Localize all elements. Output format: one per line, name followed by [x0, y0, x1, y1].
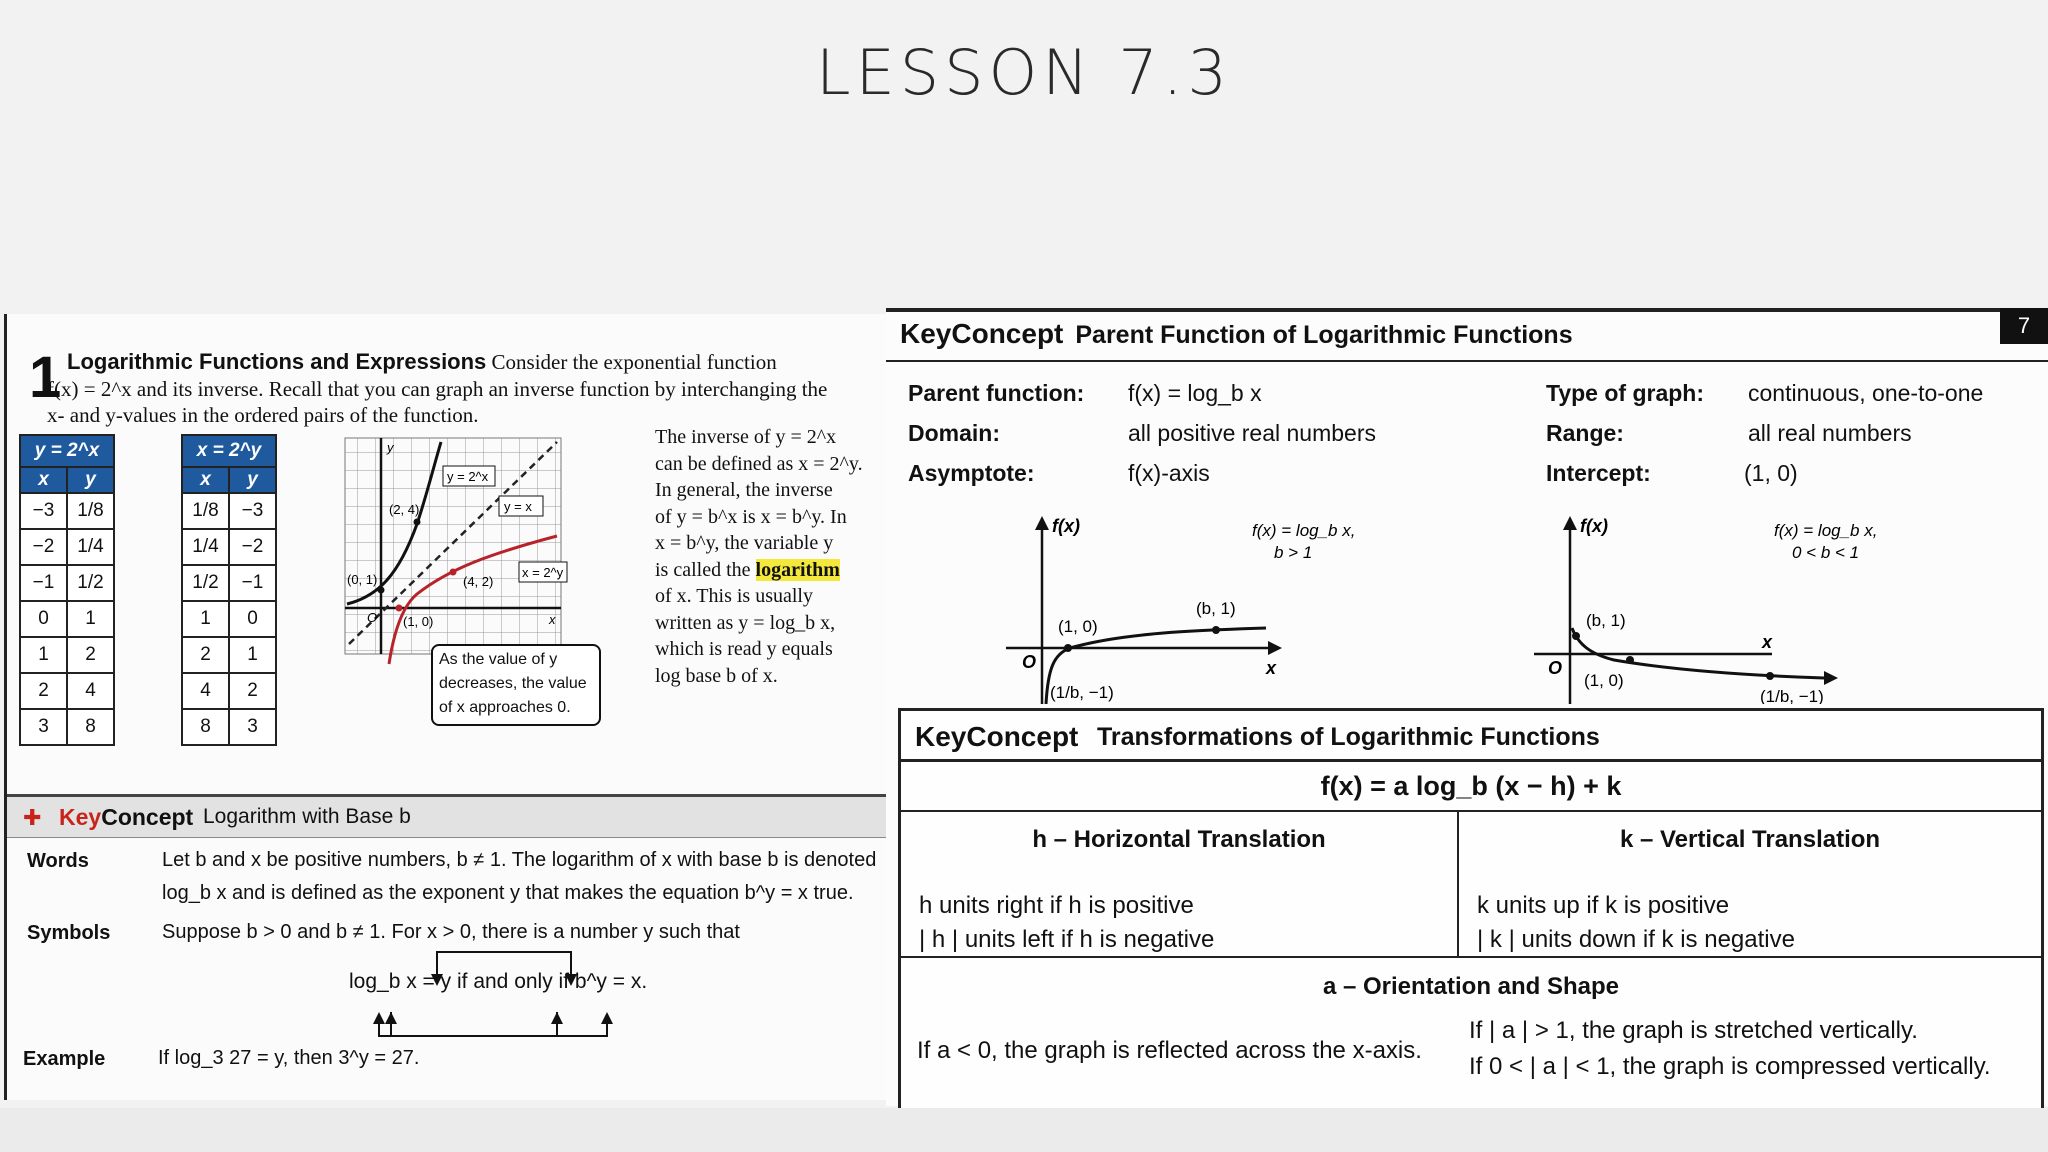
example-text: If log_3 27 = y, then 3^y = 27. [158, 1047, 420, 1069]
table-cell: −3 [20, 493, 67, 529]
table-cell: −1 [229, 565, 276, 601]
table-title: y = 2^x [20, 435, 114, 467]
graph-a-eq-1: f(x) = log_b x, [1252, 521, 1356, 540]
key-concept-bar [7, 794, 891, 838]
point-0-1: (0, 1) [347, 572, 378, 587]
graph-a-y-label: f(x) [1052, 516, 1080, 536]
section-body: f(x) = 2^x and its inverse. Recall that you can graph an inverse function by interchanging the x- and y-values in the ordered pairs of the function. [47, 377, 828, 427]
graph-callout [431, 644, 601, 726]
transformations-box [898, 708, 2044, 1112]
table-cell: 3 [20, 709, 67, 745]
table-row [20, 673, 114, 709]
asymptote-value: f(x)-axis [1128, 460, 1210, 486]
graph-b-x-label: x [1762, 632, 1773, 652]
table-cell: 2 [229, 673, 276, 709]
table-cell: 2 [67, 637, 114, 673]
callout-line-1: As the value of y [439, 651, 558, 668]
parent-function-subtitle: Parent Function of Logarithmic Functions [1075, 321, 1573, 349]
words-row [27, 850, 887, 920]
table-cell: −1 [20, 565, 67, 601]
graph-x-label: x [549, 612, 556, 627]
heading-rule [886, 360, 2048, 362]
asymptote-label: Asymptote: [908, 460, 1035, 486]
table-x-equals-2-to-y [181, 434, 277, 746]
key-concept-label: KeyConcept [59, 804, 194, 830]
inverse-line: can be defined as x = 2^y. [655, 452, 863, 475]
callout-line-3: of x approaches 0. [439, 699, 571, 716]
graph-b-origin: O [1548, 658, 1563, 678]
graph-b-p2: (1, 0) [1584, 671, 1624, 690]
inverse-line: is called the [655, 558, 751, 581]
graph-b-p1: (b, 1) [1586, 611, 1626, 630]
table-cell: 1/8 [67, 493, 114, 529]
inverse-line: The inverse of y = 2^x [655, 426, 837, 448]
inverse-paragraph [655, 424, 887, 689]
graph-a-x-label: x [1266, 658, 1277, 678]
h-line-2: | h | units left if h is negative [919, 926, 1215, 953]
label-log: x = 2^y [522, 565, 564, 580]
table-header: y [67, 467, 114, 493]
table-cell: 1 [229, 637, 276, 673]
h-line-1: h units right if h is positive [919, 892, 1194, 919]
intercept-label: Intercept: [1546, 460, 1651, 486]
table-header: x [20, 467, 67, 493]
domain-value: all positive real numbers [1128, 420, 1377, 446]
table-cell: −2 [229, 529, 276, 565]
point-4-2: (4, 2) [463, 574, 494, 589]
words-line-2: log_b x and is defined as the exponent y that makes the equation b^y = x true. [162, 882, 854, 904]
graph-origin-label: O [367, 610, 378, 625]
label-exp: y = 2^x [447, 469, 489, 484]
table-cell: 2 [20, 673, 67, 709]
parent-function-heading [900, 318, 1573, 350]
inverse-line: written as y = log_b x, [655, 611, 836, 634]
inverse-line: of x. This is usually [655, 585, 813, 607]
table-y-equals-2-to-x [19, 434, 115, 746]
table-cell: 4 [182, 673, 229, 709]
transformation-formula: f(x) = a log_b (x − h) + k [901, 762, 2041, 812]
graph-a-p2: (b, 1) [1196, 599, 1236, 618]
iff-arrows-diagram [367, 944, 627, 1054]
h-column [901, 812, 1457, 956]
k-line-1: k units up if k is positive [1477, 892, 1730, 919]
graph-a-p1: (1, 0) [1058, 617, 1098, 636]
a-compress-text: If 0 < | a | < 1, the graph is compressed vertically. [1469, 1053, 1991, 1080]
inverse-line: In general, the inverse [655, 479, 833, 501]
bottom-strip [0, 1108, 2048, 1152]
example-row [23, 1048, 883, 1078]
a-reflect-text: If a < 0, the graph is reflected across the x-axis. [917, 1037, 1422, 1064]
table-cell: −2 [20, 529, 67, 565]
table-cell: 8 [67, 709, 114, 745]
table-row [182, 637, 276, 673]
k-column [1459, 812, 2041, 956]
symbols-equation: log_b x = y if and only if b^y = x. [349, 970, 648, 993]
point-1-0: (1, 0) [403, 614, 434, 629]
graph-b-y-label: f(x) [1580, 516, 1608, 536]
table-cell: 1 [182, 601, 229, 637]
table-cell: 8 [182, 709, 229, 745]
table-cell: 0 [20, 601, 67, 637]
logarithm-highlight: logarithm [755, 558, 840, 581]
type-label: Type of graph: [1546, 380, 1705, 406]
transformations-heading [901, 711, 2041, 762]
section-heading [67, 348, 867, 376]
table-row [20, 493, 114, 529]
label-line: y = x [504, 499, 532, 514]
table-cell: 1/8 [182, 493, 229, 529]
table-row [20, 601, 114, 637]
graph-log-b-between-0-1 [1534, 508, 1914, 704]
table-row [20, 565, 114, 601]
table-cell: 1/2 [182, 565, 229, 601]
table-cell: 2 [182, 637, 229, 673]
graph-a-p3: (1/b, −1) [1050, 683, 1114, 702]
table-cell: 3 [229, 709, 276, 745]
graph-b-p3: (1/b, −1) [1760, 687, 1824, 704]
table-row [182, 709, 276, 745]
key-concept-label: KeyConcept [900, 318, 1064, 349]
table-row [182, 673, 276, 709]
table-row [182, 601, 276, 637]
graph-a-eq-2: b > 1 [1274, 543, 1313, 562]
textbook-page-left [4, 314, 891, 1100]
words-line-1: Let b and x be positive numbers, b ≠ 1. The logarithm of x with base b is denoted [162, 849, 877, 871]
table-row [182, 529, 276, 565]
key-concept-subtitle: Logarithm with Base b [203, 805, 411, 828]
example-label: Example [23, 1048, 106, 1070]
section-heading-title: Logarithmic Functions and Expressions [67, 349, 487, 374]
a-stretch-text: If | a | > 1, the graph is stretched vertically. [1469, 1017, 1918, 1044]
symbols-label: Symbols [27, 922, 111, 944]
a-heading: a – Orientation and Shape [1322, 973, 1620, 1000]
section-number: 1 [29, 345, 62, 410]
key-concept-icon: ✚ [23, 805, 42, 830]
domain-label: Domain: [908, 420, 1000, 446]
top-rule [886, 308, 2048, 312]
inverse-line-highlight-row [655, 557, 887, 584]
intercept-value: (1, 0) [1744, 460, 1798, 486]
type-value: continuous, one-to-one [1748, 380, 1984, 406]
graph-y-label: y [387, 440, 394, 455]
h-heading: h – Horizontal Translation [1032, 826, 1326, 853]
table-cell: 1 [67, 601, 114, 637]
table-row [20, 529, 114, 565]
table-header: y [229, 467, 276, 493]
table-row [182, 565, 276, 601]
inverse-line: x = b^y, the variable y [655, 532, 834, 554]
inverse-line: of y = b^x is x = b^y. In [655, 505, 847, 528]
graph-log-b-greater-1 [1006, 508, 1386, 704]
table-cell: 1/2 [67, 565, 114, 601]
table-header: x [182, 467, 229, 493]
words-label: Words [27, 850, 89, 872]
range-label: Range: [1546, 420, 1624, 446]
graph-a-origin: O [1022, 652, 1037, 672]
range-value: all real numbers [1748, 420, 1912, 446]
k-line-2: | k | units down if k is negative [1477, 926, 1795, 953]
transformations-subtitle: Transformations of Logarithmic Functions [1097, 723, 1600, 751]
symbols-text: Suppose b > 0 and b ≠ 1. For x > 0, there is a number y such that [162, 921, 740, 943]
row-divider [901, 956, 2041, 958]
table-cell: 0 [229, 601, 276, 637]
table-cell: 1 [20, 637, 67, 673]
table-cell: −3 [229, 493, 276, 529]
table-cell: 4 [67, 673, 114, 709]
table-title: x = 2^y [182, 435, 276, 467]
words-text [162, 844, 882, 910]
slide-title: LESSON 7.3 [816, 36, 1232, 109]
key-concept-label: KeyConcept [915, 721, 1079, 752]
table-row [182, 493, 276, 529]
point-2-4: (2, 4) [389, 502, 420, 517]
table-cell: 1/4 [67, 529, 114, 565]
k-heading: k – Vertical Translation [1619, 826, 1881, 853]
graph-b-eq-1: f(x) = log_b x, [1774, 521, 1878, 540]
corner-tab: 7 [2000, 308, 2048, 344]
textbook-page-right [886, 308, 2048, 1106]
inverse-line: log base b of x. [655, 664, 778, 687]
parent-function-label: Parent function: [908, 380, 1085, 406]
inverse-graph [339, 434, 569, 674]
parent-function-value: f(x) = log_b x [1128, 380, 1262, 406]
graph-b-eq-2: 0 < b < 1 [1792, 543, 1860, 562]
table-row [20, 637, 114, 673]
section-heading-intro: Consider the exponential function [491, 350, 777, 374]
inverse-line: which is read y equals [655, 638, 833, 660]
table-cell: 1/4 [182, 529, 229, 565]
callout-line-2: decreases, the value [439, 675, 587, 692]
table-row [20, 709, 114, 745]
